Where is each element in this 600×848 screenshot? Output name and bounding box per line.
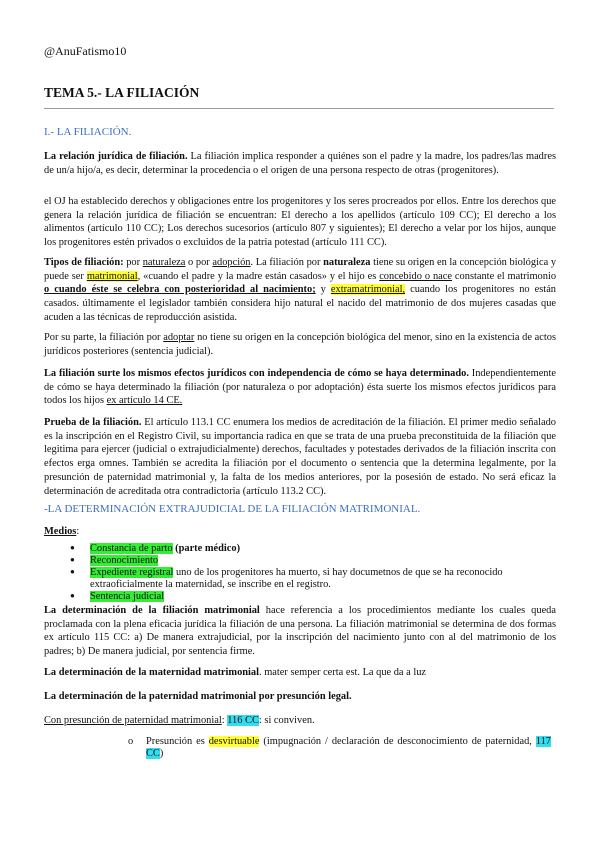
sub-list-item bbox=[128, 736, 551, 760]
medios-list bbox=[70, 543, 548, 603]
text-run: Presunción es bbox=[146, 736, 209, 747]
list-item bbox=[70, 590, 548, 603]
bullet-icon: ● bbox=[70, 554, 75, 564]
bullet-icon: ● bbox=[70, 590, 75, 600]
text-run: , «cuando el padre y la madre están casados» y el hijo es bbox=[137, 270, 380, 282]
text-run: : si conviven. bbox=[258, 715, 315, 726]
highlighted-text: 116 CC bbox=[227, 715, 259, 726]
text-run: tiene su origen en la concepción biológica y puede ser bbox=[44, 257, 557, 282]
title-divider bbox=[44, 108, 554, 109]
paragraph-presuncion bbox=[44, 714, 556, 728]
paragraph-text: . mater semper certa est. La que da a luz bbox=[259, 667, 427, 678]
highlighted-text: 117 CC bbox=[146, 736, 551, 759]
bullet-icon: ● bbox=[70, 543, 75, 552]
paragraph-prueba bbox=[44, 416, 556, 498]
text-run: uno de los progenitores ha muerto, si hay documetnos de que se ha reconocido extraoficialmente la maternidad, se inscribe en el registro. bbox=[90, 566, 503, 590]
paragraph-paternidad bbox=[44, 690, 556, 704]
text-run: no tiene su origen en la concepción biológica del menor, sino en la existencia de actos jurídicos posteriores (sentencia judicial). bbox=[44, 332, 556, 357]
text-run: ) bbox=[159, 747, 164, 759]
section-heading-determinacion: -LA DETERMINACIÓN EXTRAJUDICIAL DE LA FILIACIÓN MATRIMONIAL. bbox=[44, 503, 421, 515]
highlighted-text: desvirtuable bbox=[208, 736, 260, 747]
bold-underlined-text: o cuando éste se celebra con posterioridad al nacimiento; bbox=[44, 284, 316, 296]
text-run: constante el matrimonio bbox=[452, 270, 557, 282]
list-item bbox=[70, 566, 548, 591]
highlighted-text: Constancia de parto bbox=[90, 543, 173, 554]
section-heading-filiacion: I.- LA FILIACIÓN. bbox=[44, 126, 132, 138]
text-run: (impugnación / declaración de desconocimiento de paternidad, bbox=[259, 736, 536, 747]
underlined-text: adopción bbox=[212, 257, 251, 268]
bold-text: (parte médico) bbox=[172, 543, 241, 554]
underlined-text: adoptar bbox=[163, 332, 195, 343]
paragraph-efectos bbox=[44, 367, 556, 408]
highlighted-text: Reconocimiento bbox=[90, 554, 159, 566]
paragraph-lead: Prueba de la filiación. bbox=[44, 417, 142, 428]
list-item bbox=[70, 543, 548, 555]
text-run: : bbox=[76, 526, 80, 537]
bold-text: naturaleza bbox=[323, 257, 371, 268]
paragraph-text: hace referencia a los procedimientos mediante los cuales queda proclamada con la plena eficacia jurídica la filiación de una persona. La filiación matrimonial se determina de dos formas ex artículo 115 CC: a) De manera extrajudicial, por la inscripción del nacimiento junto con al del matrimonio de los padres; b) De manera judicial, por sentencia firme. bbox=[44, 605, 556, 658]
underlined-text: concebido o nace bbox=[379, 270, 452, 282]
highlighted-text: Expediente registral bbox=[90, 566, 174, 578]
text-run: : bbox=[221, 715, 228, 726]
paragraph-maternidad bbox=[44, 666, 556, 680]
paragraph-lead: Tipos de filiación: bbox=[44, 257, 124, 268]
text-run: Independientemente de cómo se haya determinado la filiación (por naturaleza o por adoptación) ésta suerte los mismos efectos jurídicos para todos los hijos bbox=[44, 368, 557, 407]
paragraph-lead: La relación jurídica de filiación. bbox=[44, 151, 188, 162]
text-run: y bbox=[315, 284, 331, 296]
paragraph-tipos-filiacion bbox=[44, 256, 556, 325]
highlighted-text: extramatrimonial, bbox=[330, 284, 406, 296]
paragraph-lead: La determinación de la filiación matrimonial bbox=[44, 605, 260, 616]
medios-label bbox=[44, 525, 556, 539]
page-title: TEMA 5.- LA FILIACIÓN bbox=[44, 85, 200, 100]
text-run: por bbox=[123, 257, 143, 268]
paragraph-lead: La determinación de la paternidad matrimonial por presunción legal. bbox=[44, 691, 352, 702]
text-run: cuando los progenitores no están casados. últimamente el legislador también considera hijo natural el nacido del matrimonio de dos mujeres casadas que acuden a las técnicas de reproducción asistida. bbox=[44, 284, 556, 323]
text-run: Por su parte, la filiación por bbox=[44, 332, 164, 343]
paragraph-derechos: el OJ ha establecido derechos y obligaciones entre los progenitores y los seres procreados por ellos. Entre los derechos que genera la relación jurídica de filiación se encuentran: El derecho a los apellidos (artículo 109 CC); El derecho a los alimentos (artículo 110 CC); Los derechos sucesorios (artículo 807 y siguientes); El derecho a velar por los hijos, aunque los progenitores estén privados o excluidos de la patria potestad (artículo 111 CC). bbox=[44, 196, 556, 249]
paragraph-lead: La determinación de la maternidad matrimonial bbox=[44, 667, 260, 678]
circle-bullet-icon: o bbox=[128, 736, 134, 747]
paragraph-determinacion-matrimonial bbox=[44, 604, 556, 659]
underlined-text: ex artículo 14 CE. bbox=[106, 395, 183, 407]
paragraph-text: El artículo 113.1 CC enumera los medios de acreditación de la filiación. El primer medio señalado es la inscripción en el Registro Civil, su importancia radica en que se trata de una prueba preconstituida de la filiación que legitima para ejercer (judicial o extrajudicialmente) derechos, facultades y potestades derivados de la filiación inscrita con efectos erga omnes. También se acredita la filiación por el documento o sentencia que la determina legalmente, por la presunción de paternidad matrimonial y, la falta de los medios anteriores, por la posesión de estado. No será eficaz la determinación de acreditada otra contradictoria (artículo 113.2 CC). bbox=[44, 417, 556, 497]
paragraph-relacion-juridica bbox=[44, 150, 556, 177]
author-handle: @AnuFatismo10 bbox=[44, 44, 127, 58]
text-run: o por bbox=[185, 257, 213, 268]
list-item bbox=[70, 554, 548, 567]
medios-heading: Medios bbox=[44, 526, 77, 537]
paragraph-text: La filiación implica responder a quiénes son el padre y la madre, los padres/las madres de un/a hijo/a, es decir, determinar la procedencia o el origen de una persona respecto de otras (progenitores). bbox=[44, 151, 556, 176]
underlined-text: naturaleza bbox=[142, 257, 186, 268]
highlighted-text: matrimonial bbox=[86, 270, 138, 282]
bullet-icon: ● bbox=[70, 566, 75, 576]
paragraph-adopcion bbox=[44, 331, 556, 358]
text-run: . La filiación por bbox=[250, 257, 324, 268]
underlined-text: Con presunción de paternidad matrimonial bbox=[44, 715, 222, 726]
highlighted-text: Sentencia judicial bbox=[90, 590, 165, 602]
paragraph-lead: La filiación surte los mismos efectos jurídicos con independencia de cómo se haya determinado. bbox=[44, 368, 469, 379]
